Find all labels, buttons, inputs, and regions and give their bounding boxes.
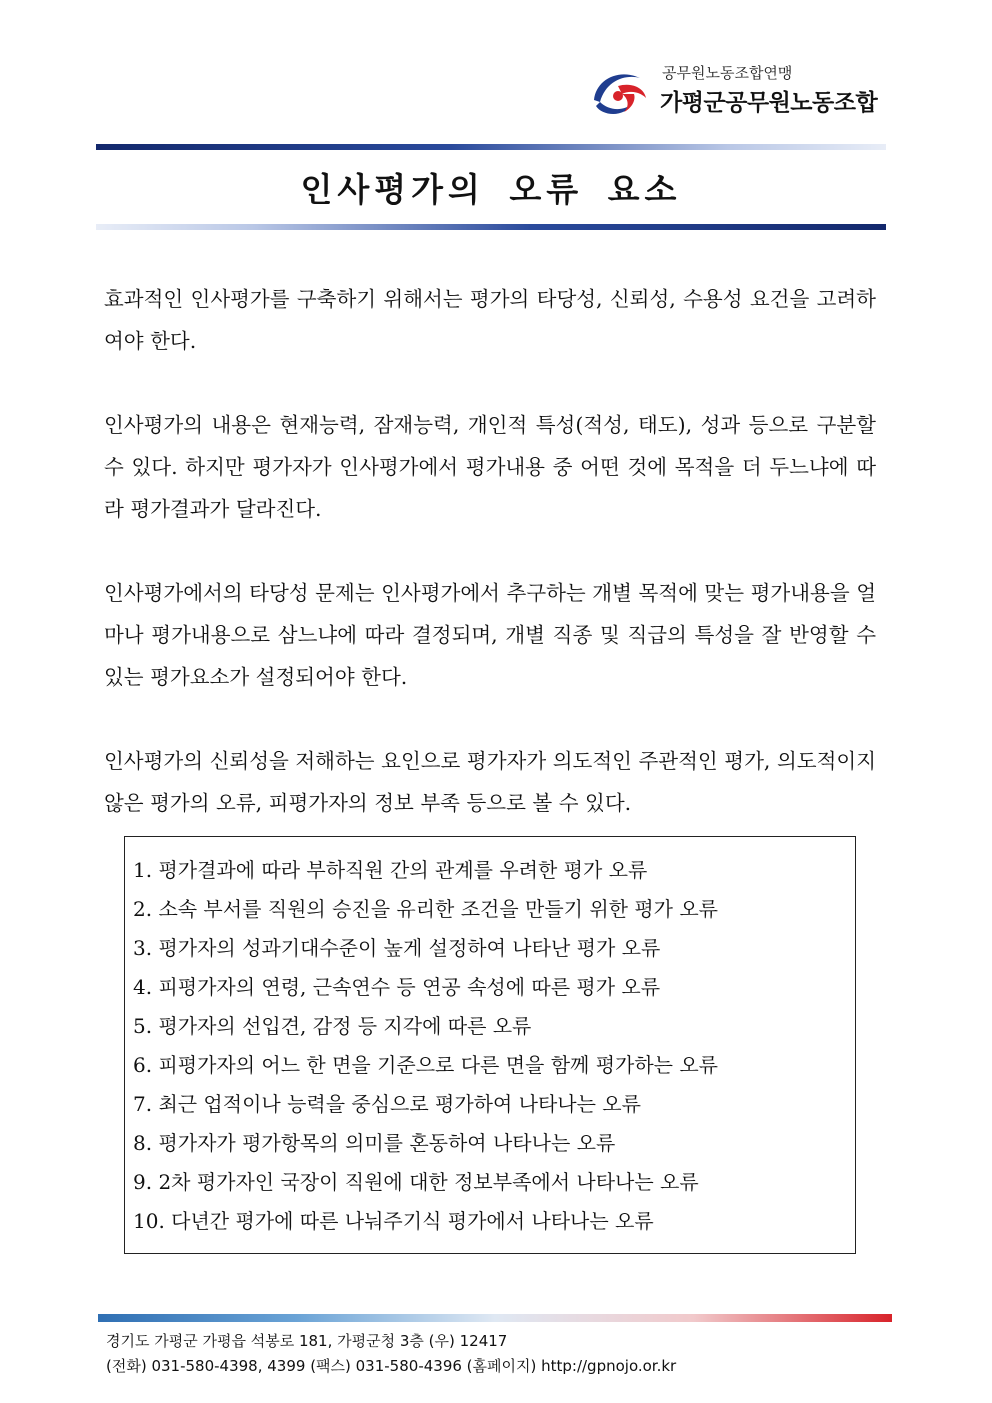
list-item: 9. 2차 평가자인 국장이 직원에 대한 정보부족에서 나타나는 오류	[133, 1170, 699, 1194]
error-list	[133, 851, 718, 1241]
page-title: 인사평가의 오류 요소	[300, 170, 682, 209]
list-item: 10. 다년간 평가에 따른 나눠주기식 평가에서 나타나는 오류	[133, 1209, 654, 1233]
paragraph-3: 인사평가에서의 타당성 문제는 인사평가에서 추구하는 개별 목적에 맞는 평가내용을 얼마나 평가내용으로 삼느냐에 따라 결정되며, 개별 직종 및 직급의 특성을 잘 반영할 수 있는 평가요소가 설정되어야 한다.	[104, 581, 876, 689]
union-logo-icon	[588, 64, 652, 122]
title-top-rule	[96, 144, 886, 150]
org-header	[588, 58, 908, 128]
list-item: 2. 소속 부서를 직원의 승진을 유리한 조건을 만들기 위한 평가 오류	[133, 897, 718, 921]
list-item: 1. 평가결과에 따라 부하직원 간의 관계를 우려한 평가 오류	[133, 858, 648, 882]
title-bottom-rule	[96, 224, 886, 230]
list-item: 5. 평가자의 선입견, 감정 등 지각에 따른 오류	[133, 1014, 532, 1038]
paragraph-4: 인사평가의 신뢰성을 저해하는 요인으로 평가자가 의도적인 주관적인 평가, 의도적이지 않은 평가의 오류, 피평가자의 정보 부족 등으로 볼 수 있다.	[104, 749, 876, 815]
footer-rule	[98, 1314, 892, 1322]
paragraph-2: 인사평가의 내용은 현재능력, 잠재능력, 개인적 특성(적성, 태도), 성과 등으로 구분할 수 있다. 하지만 평가자가 인사평가에서 평가내용 중 어떤 것에 목적을 더 두느냐에 따라 평가결과가 달라진다.	[104, 413, 876, 521]
footer-contact: (전화) 031-580-4398, 4399 (팩스) 031-580-4396 (홈페이지) http://gpnojo.or.kr	[106, 1357, 677, 1375]
list-item: 7. 최근 업적이나 능력을 중심으로 평가하여 나타나는 오류	[133, 1092, 641, 1116]
paragraph-1: 효과적인 인사평가를 구축하기 위해서는 평가의 타당성, 신뢰성, 수용성 요건을 고려하여야 한다.	[104, 287, 876, 353]
list-item: 8. 평가자가 평가항목의 의미를 혼동하여 나타나는 오류	[133, 1131, 616, 1155]
list-item: 3. 평가자의 성과기대수준이 높게 설정하여 나타난 평가 오류	[133, 936, 661, 960]
footer-address: 경기도 가평군 가평읍 석봉로 181, 가평군청 3층 (우) 12417	[106, 1332, 508, 1350]
federation-name: 공무원노동조합연맹	[662, 64, 793, 82]
list-item: 4. 피평가자의 연령, 근속연수 등 연공 속성에 따른 평가 오류	[133, 975, 661, 999]
error-list-box	[124, 836, 856, 1254]
union-name: 가평군공무원노동조합	[660, 90, 878, 116]
list-item: 6. 피평가자의 어느 한 면을 기준으로 다른 면을 함께 평가하는 오류	[133, 1053, 718, 1077]
